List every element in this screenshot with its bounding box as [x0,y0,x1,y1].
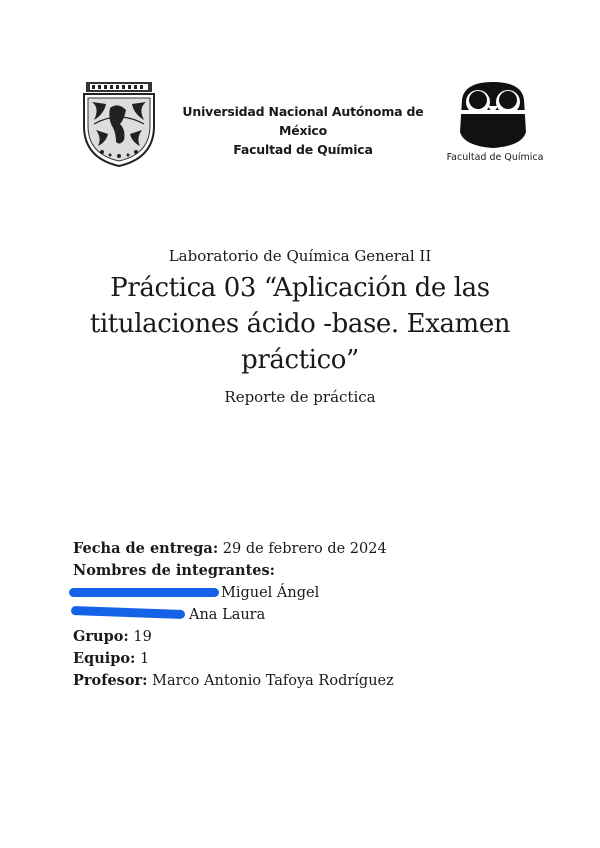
institution-header [168,102,438,159]
members-label: Nombres de integrantes: [73,562,276,579]
member-name: Miguel Ángel [221,585,320,601]
professor-value: Marco Antonio Tafoya Rodríguez [152,673,394,689]
team-label: Equipo: [73,650,136,667]
lab-name: Laboratorio de Química General II [168,247,432,265]
delivery-date-row [73,538,394,560]
report-details [73,538,394,692]
date-label: Fecha de entrega: [73,540,219,557]
report-title: Práctica 03 “Aplicación de las titulaciones ácido -base. Examen práctico” [89,273,511,375]
member-name: Ana Laura [189,607,266,623]
university-name: Universidad Nacional Autónoma de México [182,104,424,138]
group-row [73,626,394,648]
group-label: Grupo: [73,628,129,645]
redaction-mark [71,606,185,619]
members-heading-row [73,560,394,582]
team-value: 1 [140,651,150,667]
date-value: 29 de febrero de 2024 [222,541,387,557]
fq-logo-caption: Facultad de Química [446,152,544,163]
professor-label: Profesor: [73,672,148,689]
professor-row [73,670,394,692]
team-row [73,648,394,670]
redaction-mark [69,588,219,597]
facultad-quimica-logo-icon [456,80,530,150]
member-row [73,582,394,604]
member-row [73,604,394,626]
faculty-name: Facultad de Química [233,142,373,157]
unam-seal-icon [80,80,158,168]
report-subtitle: Reporte de práctica [224,388,376,406]
group-value: 19 [133,629,152,645]
